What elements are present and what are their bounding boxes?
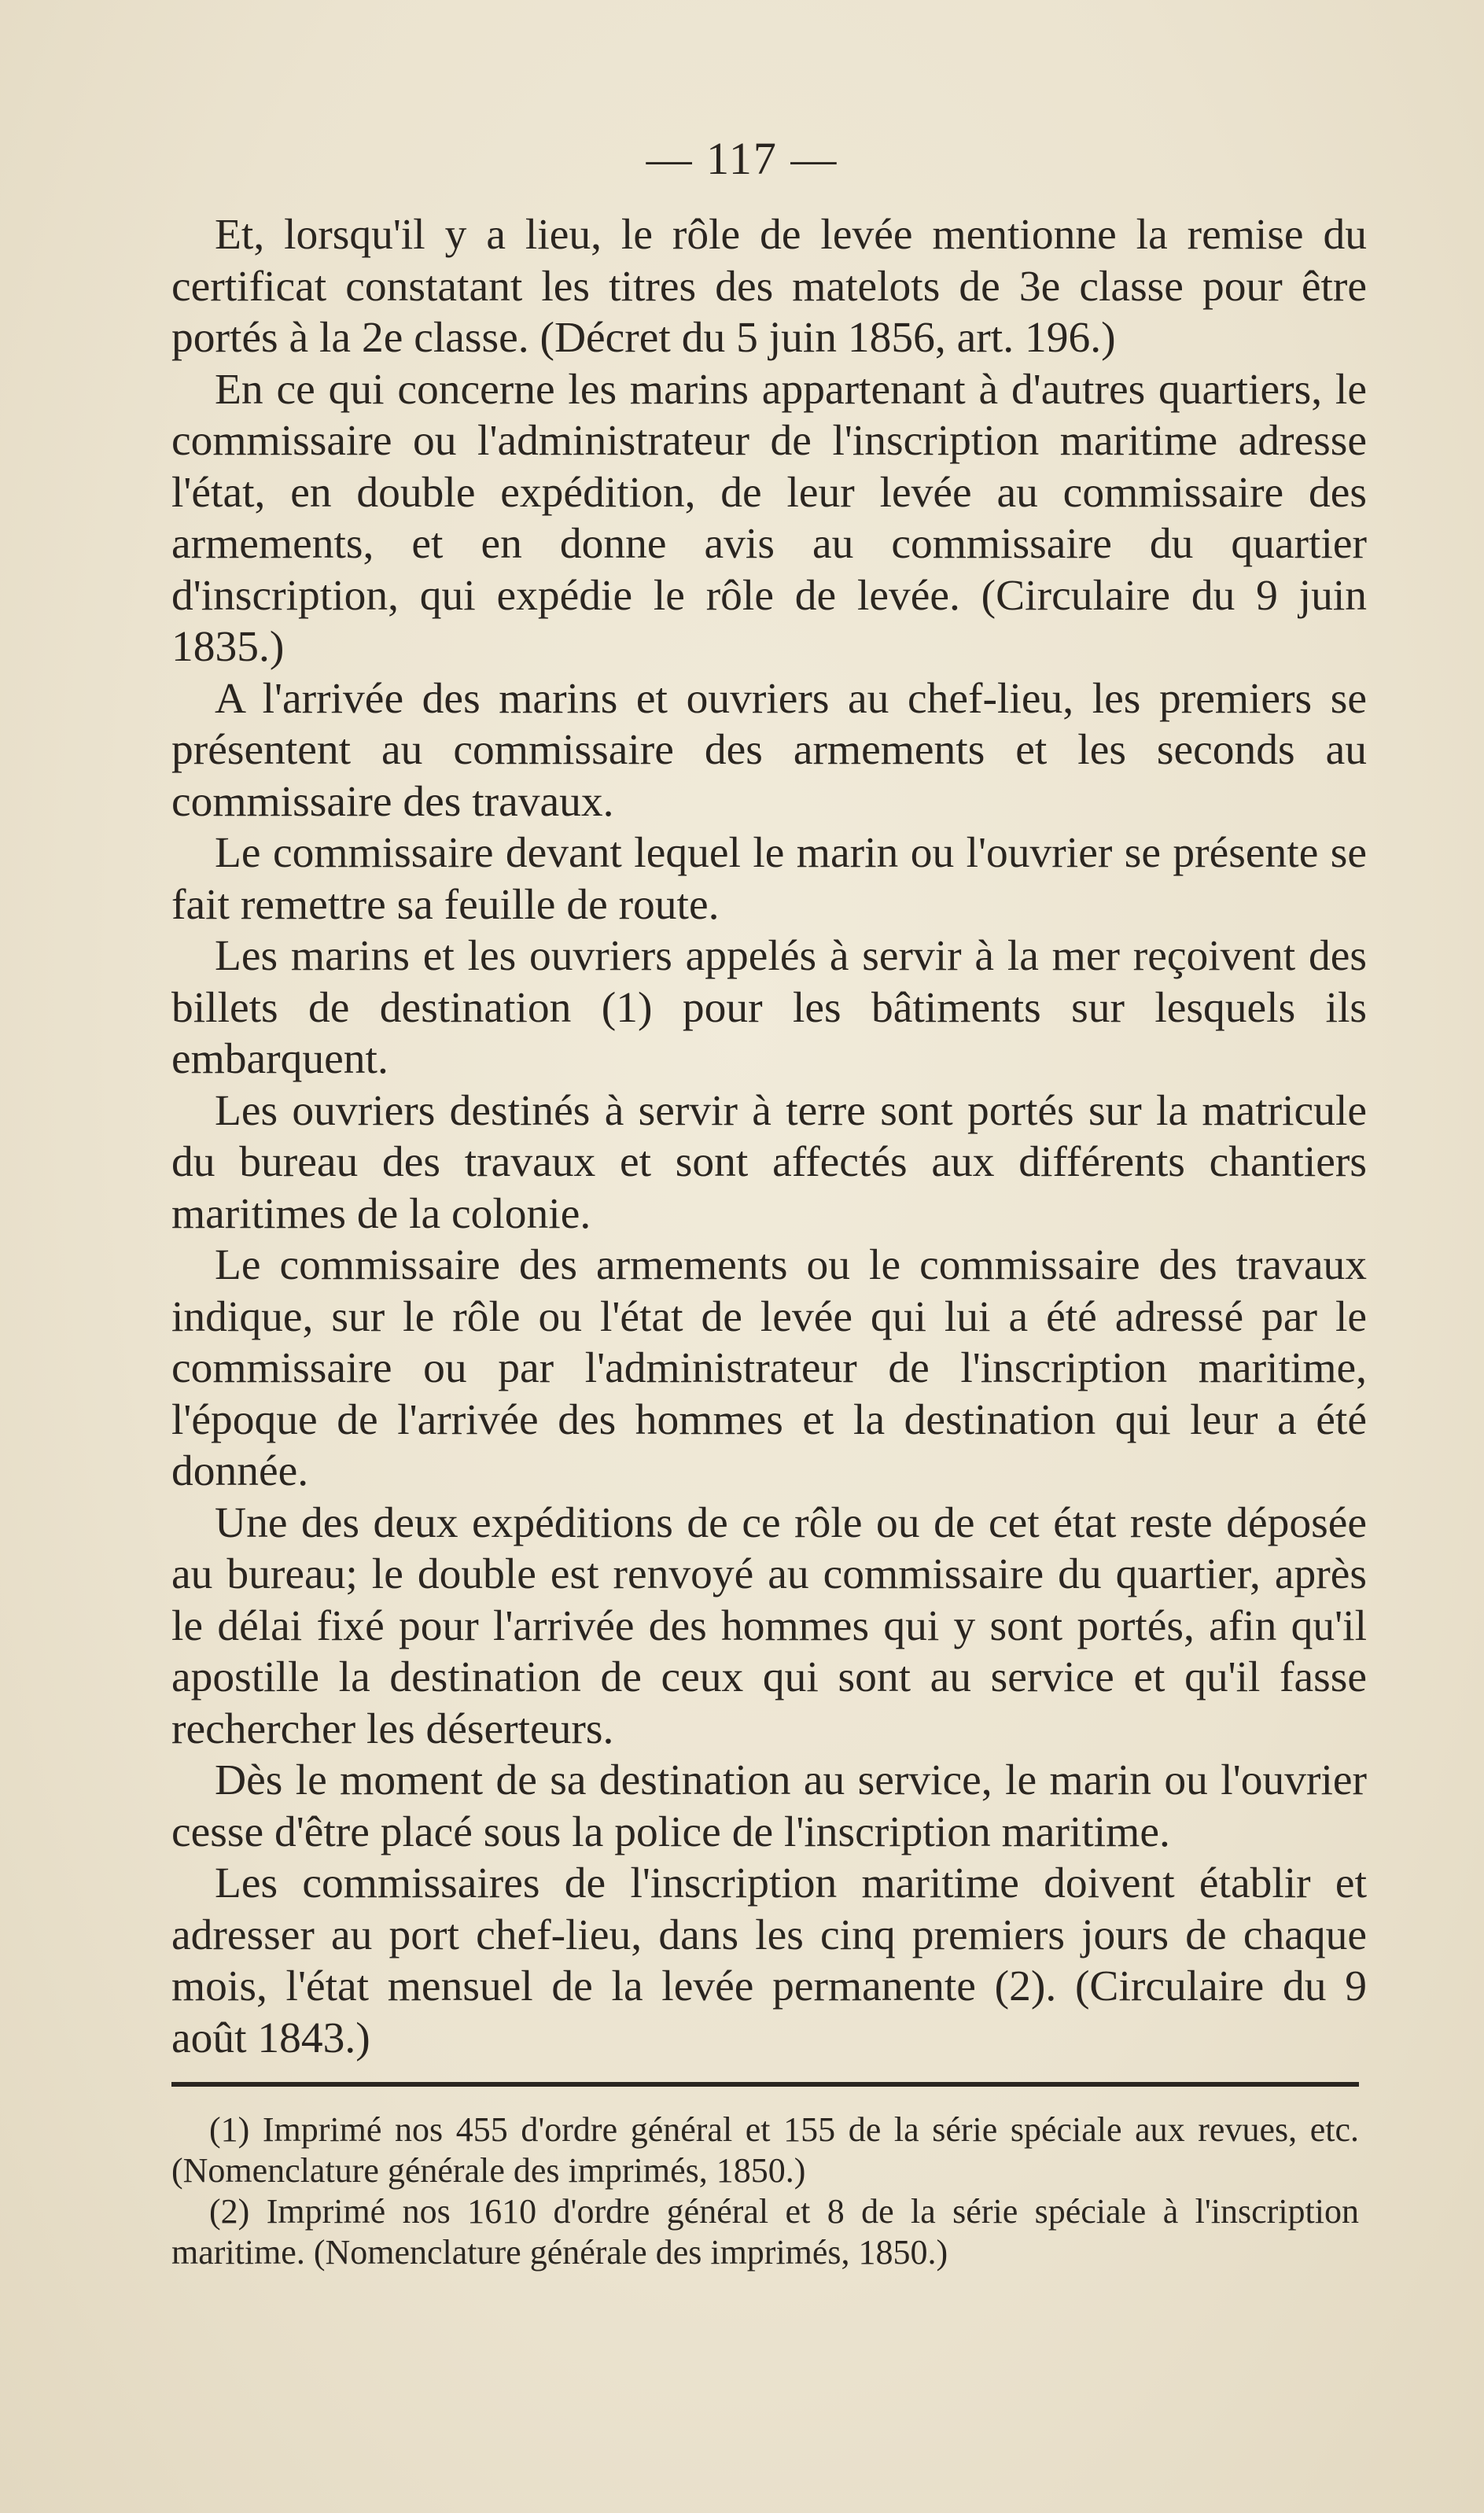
paragraph: En ce qui concerne les marins appartenant à d'autres quartiers, le commissaire ou l'administrateur de l'inscription maritime adresse l'état, en double expédition, de leur levée au commissaire des armements, et en donne avis au commissaire du quartier d'inscription, qui expédie le rôle de levée. (Circulaire du 9 juin 1835.) xyxy=(171,365,1367,671)
paragraph: Les ouvriers destinés à servir à terre sont portés sur la matricule du bureau des travaux et sont affectés aux différents chantiers maritimes de la colonie. xyxy=(171,1086,1367,1238)
footnote-rule xyxy=(171,2082,1359,2087)
page-number: — 117 — xyxy=(646,133,838,184)
paragraph: A l'arrivée des marins et ouvriers au chef-lieu, les premiers se présentent au commissaire des armements et les seconds au commissaire des travaux. xyxy=(171,674,1367,826)
footnotes xyxy=(171,2110,1359,2273)
footnote: (2) Imprimé nos 1610 d'ordre général et 8 de la série spéciale à l'inscription maritime. (Nomenclature générale des imprimés, 1850.) xyxy=(171,2192,1359,2272)
paragraph: Le commissaire des armements ou le commissaire des travaux indique, sur le rôle ou l'état de levée qui lui a été adressé par le commissaire ou par l'administrateur de l'inscription maritime, l'époque de l'arrivée des hommes et la destination qui leur a été donnée. xyxy=(171,1241,1367,1495)
paragraph: Une des deux expéditions de ce rôle ou de cet état reste déposée au bureau; le double est renvoyé au commissaire du quartier, après le délai fixé pour l'arrivée des hommes qui y sont portés, afin qu'il apostille la destination de ceux qui sont au service et qu'il fasse rechercher les déserteurs. xyxy=(171,1498,1367,1753)
footnote: (1) Imprimé nos 455 d'ordre général et 155 de la série spéciale aux revues, etc. (Nomenclature générale des imprimés, 1850.) xyxy=(171,2110,1359,2190)
paragraph: Et, lorsqu'il y a lieu, le rôle de levée mentionne la remise du certificat constatant les titres des matelots de 3e classe pour être portés à la 2e classe. (Décret du 5 juin 1856, art. 196.) xyxy=(171,211,1367,362)
paragraph: Les marins et les ouvriers appelés à servir à la mer reçoivent des billets de destination (1) pour les bâtiments sur lesquels ils embarquent. xyxy=(171,932,1367,1083)
paragraph: Les commissaires de l'inscription maritime doivent établir et adresser au port chef-lieu, dans les cinq premiers jours de chaque mois, l'état mensuel de la levée permanente (2). (Circulaire du 9 août 1843.) xyxy=(171,1859,1367,2062)
body-text xyxy=(171,209,1367,2064)
paragraph: Le commissaire devant lequel le marin ou l'ouvrier se présente se fait remettre sa feuille de route. xyxy=(171,829,1367,929)
paragraph: Dès le moment de sa destination au service, le marin ou l'ouvrier cesse d'être placé sous la police de l'inscription maritime. xyxy=(171,1756,1367,1856)
